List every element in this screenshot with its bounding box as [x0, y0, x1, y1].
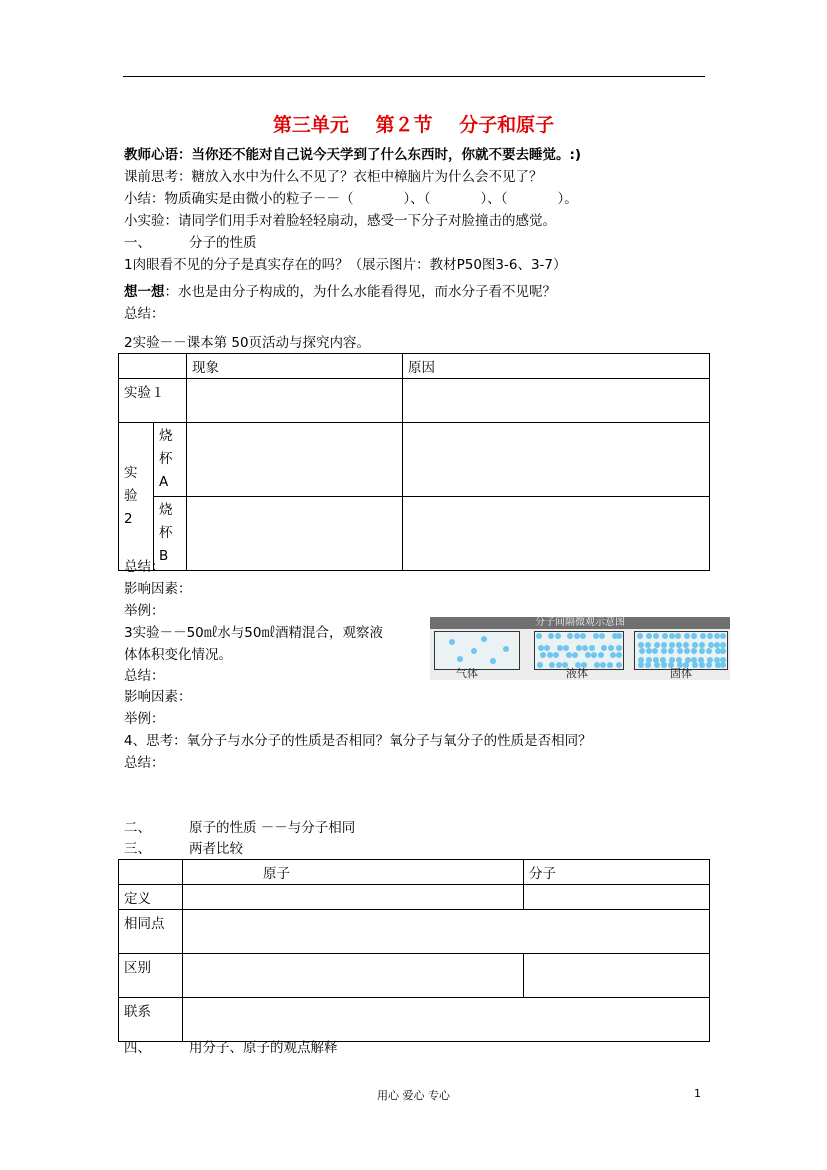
table1-beaker-a	[154, 423, 187, 497]
particle-dot	[699, 662, 705, 668]
liquid-box	[534, 631, 624, 670]
particle-dot	[553, 652, 559, 658]
particle-dot	[638, 642, 644, 648]
table1-summary: 总结：	[124, 559, 165, 575]
particle-dot	[706, 662, 712, 668]
header-rule	[123, 76, 705, 77]
table1-beaker-b-reason	[403, 497, 710, 571]
section4-title: 用分子、原子的观点解释	[189, 1040, 338, 1056]
particle-dot	[684, 633, 690, 639]
particle-dot	[720, 642, 726, 648]
think-label: 想一想	[124, 284, 165, 300]
table1-beaker-a-reason	[403, 423, 710, 497]
table2-row-difference: 区别	[119, 954, 183, 998]
table2-definition-molecule	[524, 885, 710, 910]
particle-dot	[572, 652, 578, 658]
table2-row-definition: 定义	[119, 885, 183, 910]
diagram-label-liquid: 液体	[566, 667, 588, 680]
beaker-a-char-2: 杯	[159, 451, 173, 467]
table1-factors: 影响因素：	[124, 581, 192, 597]
particle-dot	[677, 648, 683, 654]
footer-motto: 用心 爱心 专心	[377, 1089, 450, 1102]
particle-dot	[549, 662, 555, 668]
particle-dot	[691, 633, 697, 639]
comparison-table	[118, 859, 710, 1042]
particle-dot	[684, 648, 690, 654]
particle-dot	[600, 662, 606, 668]
small-experiment: 小实验：请同学们用手对着脸轻轻扇动，感受一下分子对脸撞击的感觉。	[124, 213, 556, 229]
particle-dot	[692, 642, 698, 648]
section1-heading	[124, 234, 257, 252]
particle-dot	[654, 662, 660, 668]
experiment-3-example: 举例：	[124, 711, 165, 727]
particle-dot	[661, 642, 667, 648]
particle-dot	[653, 633, 659, 639]
title-unit: 第三单元	[272, 114, 349, 136]
particle-dot	[691, 648, 697, 654]
particle-dot	[538, 645, 544, 651]
summary-mid1: ）、（	[403, 191, 431, 207]
diagram-title: 分子间隔微观示意图	[430, 617, 730, 629]
particle-dot	[616, 652, 622, 658]
table1-exp1-label: 实验１	[119, 379, 187, 423]
table2-row-connection: 联系	[119, 998, 183, 1042]
particle-dot	[608, 645, 614, 651]
table1-example: 举例：	[124, 603, 165, 619]
particle-dot	[720, 648, 726, 654]
beaker-b-char-3: B	[159, 548, 169, 564]
particle-dot	[652, 648, 658, 654]
particle-dot	[661, 662, 667, 668]
think-4-question: 4、思考：氧分子与水分子的性质是否相同？氧分子与氧分子的性质是否相同？	[124, 733, 592, 749]
particle-dot	[536, 633, 542, 639]
particle-dot	[540, 652, 546, 658]
particle-dot	[683, 642, 689, 648]
section1-title: 分子的性质	[189, 235, 257, 251]
exp2-char-1: 实	[124, 465, 138, 481]
page-number: 1	[694, 1087, 701, 1100]
particle-dot	[547, 652, 553, 658]
particle-dot	[668, 648, 674, 654]
title-topic: 分子和原子	[459, 114, 555, 136]
summary-end: ）。	[557, 191, 578, 207]
table1-corner	[119, 354, 187, 379]
particle-dot	[580, 633, 586, 639]
particle-dot	[645, 662, 651, 668]
section2-heading	[124, 819, 355, 837]
particle-dot	[616, 633, 622, 639]
summary-line	[124, 190, 578, 208]
particle-dot	[537, 662, 543, 668]
particle-dot	[567, 633, 573, 639]
title-section: 第２节	[375, 114, 433, 136]
experiment-3-summary: 总结：	[124, 668, 165, 684]
particle-dot	[616, 645, 622, 651]
question-1: 1肉眼看不见的分子是真实存在的吗？（展示图片：教材P50图3-6、3-7）	[124, 257, 567, 273]
particle-dot	[720, 633, 726, 639]
particle-dot	[557, 645, 563, 651]
particle-dot	[661, 648, 667, 654]
particle-dot	[662, 633, 668, 639]
section1-summary: 总结：	[124, 306, 165, 322]
diagram-label-gas: 气体	[456, 667, 478, 680]
particle-dot	[544, 645, 550, 651]
beaker-b-char-2: 杯	[159, 525, 173, 541]
particle-dot	[576, 645, 582, 651]
table2-connection-cell	[183, 998, 710, 1042]
particle-dot	[555, 633, 561, 639]
particle-dot	[585, 652, 591, 658]
particle-dot	[574, 633, 580, 639]
teacher-note: 教师心语：当你还不能对自己说今天学到了什么东西时，你就不要去睡觉。:)	[124, 147, 582, 163]
think-text: ：水也是由分子构成的，为什么水能看得见，而水分子看不见呢？	[164, 284, 556, 300]
section2-num: 二、	[124, 820, 151, 836]
molecule-spacing-diagram	[430, 617, 730, 680]
beaker-a-char-3: A	[159, 474, 169, 490]
particle-dot	[646, 633, 652, 639]
section2-title: 原子的性质 －－与分子相同	[189, 820, 356, 836]
particle-dot	[566, 652, 572, 658]
exp2-char-2: 验	[124, 488, 138, 504]
particle-dot	[589, 645, 595, 651]
particle-dot	[548, 633, 554, 639]
table2-definition-atom	[183, 885, 524, 910]
particle-dot	[646, 648, 652, 654]
table1-beaker-a-phenomenon	[187, 423, 403, 497]
section3-num: 三、	[124, 841, 151, 857]
table1-exp1-reason	[403, 379, 710, 423]
particle-dot	[637, 633, 643, 639]
table2-difference-molecule	[524, 954, 710, 998]
particle-dot	[594, 662, 600, 668]
table2-row-similarity: 相同点	[119, 910, 183, 954]
particle-dot	[708, 642, 714, 648]
experiment-2-intro: 2实验－－课本第 50页活动与探究内容。	[124, 335, 371, 351]
exp2-char-3: 2	[124, 511, 133, 527]
experiment-3-line1: 3实验－－50㎖水与50㎖酒精混合，观察液	[124, 625, 383, 641]
page-title	[0, 110, 827, 137]
solid-box	[634, 631, 728, 670]
particle-dot	[706, 648, 712, 654]
particle-dot	[639, 648, 645, 654]
particle-dot	[601, 645, 607, 651]
section3-title: 两者比较	[189, 841, 243, 857]
section4-heading	[124, 1039, 338, 1057]
beaker-a-char-1: 烧	[159, 428, 173, 444]
particle-dot	[556, 662, 562, 668]
beaker-b-char-1: 烧	[159, 502, 173, 518]
gas-box	[434, 631, 520, 670]
table1-exp1-phenomenon	[187, 379, 403, 423]
table2-header-atom: 原子	[183, 860, 524, 885]
particle-dot	[654, 642, 660, 648]
summary-prefix: 小结：物质确实是由微小的粒子－－（	[124, 191, 354, 207]
particle-dot	[563, 645, 569, 651]
particle-dot	[675, 633, 681, 639]
table2-difference-atom	[183, 954, 524, 998]
particle-dot	[607, 662, 613, 668]
particle-dot	[591, 652, 597, 658]
table2-header-molecule: 分子	[524, 860, 710, 885]
table1-header-reason: 原因	[403, 354, 710, 379]
particle-dot	[699, 648, 705, 654]
summary-mid2: ）、（	[480, 191, 508, 207]
particle-dot	[720, 662, 726, 668]
experiment-3-line2: 体体积变化情况。	[124, 647, 232, 663]
experiment-3-factors: 影响因素：	[124, 689, 192, 705]
particle-dot	[593, 633, 599, 639]
section3-heading	[124, 840, 243, 858]
particle-dot	[599, 633, 605, 639]
particle-dot	[676, 642, 682, 648]
particle-dot	[645, 642, 651, 648]
particle-dot	[700, 633, 706, 639]
particle-dot	[582, 645, 588, 651]
table1-beaker-b-phenomenon	[187, 497, 403, 571]
diagram-label-solid: 固体	[670, 667, 692, 680]
table1-exp2-label	[119, 423, 154, 571]
particle-dot	[616, 662, 622, 668]
table2-corner	[119, 860, 183, 885]
section1-num: 一、	[124, 235, 151, 251]
particle-dot	[598, 652, 604, 658]
particle-dot	[638, 662, 644, 668]
particle-dot	[714, 633, 720, 639]
particle-dot	[669, 633, 675, 639]
think-line	[124, 283, 556, 301]
particle-dot	[692, 662, 698, 668]
section4-num: 四、	[124, 1040, 151, 1056]
pre-class-question: 课前思考：糖放入水中为什么不见了？衣柜中樟脑片为什么会不见了？	[124, 169, 543, 185]
table2-similarity-cell	[183, 910, 710, 954]
particle-dot	[699, 642, 705, 648]
experiment-table	[118, 353, 710, 571]
table1-header-phenomenon: 现象	[187, 354, 403, 379]
particle-dot	[707, 633, 713, 639]
particle-dot	[669, 642, 675, 648]
think-4-summary: 总结：	[124, 755, 165, 771]
